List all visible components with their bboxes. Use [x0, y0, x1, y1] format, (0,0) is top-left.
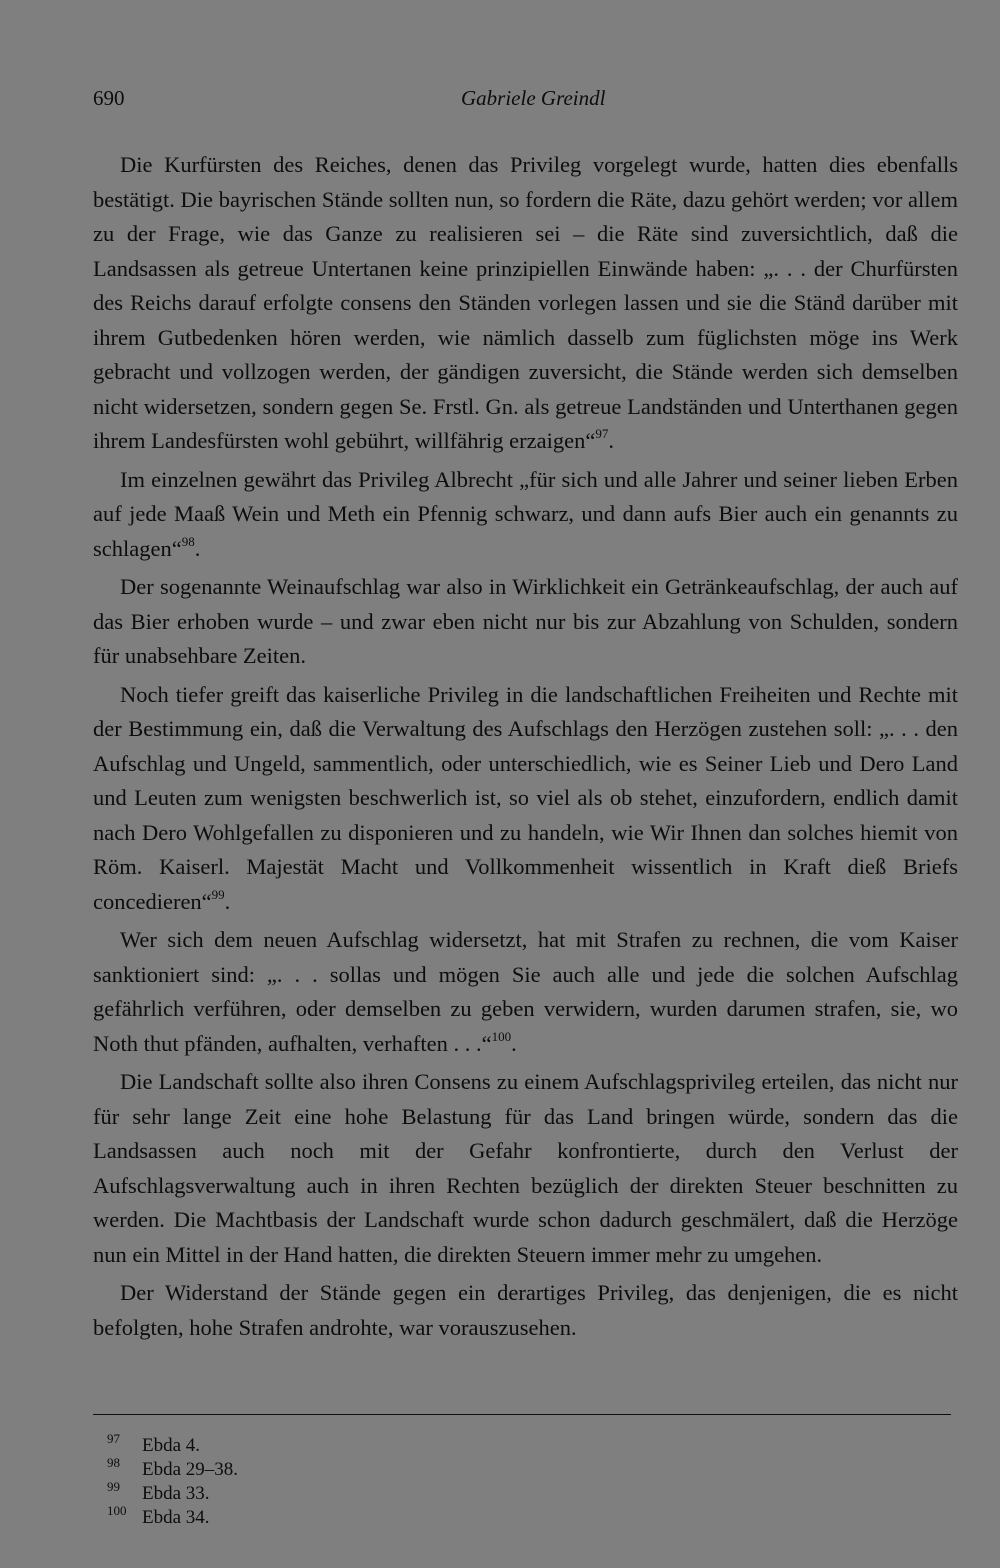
paragraph-text: Im einzelnen gewährt das Privileg Albrecht „für sich und alle Jahrer und seiner lieben Erben auf jede Maaß Wein und Meth ein Pfennig schwarz, und dann aufs Bier auch ein genannts zu schlagen“: [93, 466, 958, 561]
paragraph-text: Wer sich dem neuen Aufschlag widersetzt, hat mit Strafen zu rechnen, die vom Kaiser sanktioniert sind: „. . . sollas und mögen Sie auch alle und jede die solchen Aufschlag gefährlich verführen, oder demselben zu geben verwidern, wurden darumen strafen, sie, wo Noth thut pfänden, aufhalten, verhaften . . .“: [93, 927, 958, 1056]
paragraph-text-end: .: [194, 535, 201, 561]
footnote-number: 98: [107, 1455, 120, 1470]
footnote-reference: 100: [491, 1028, 512, 1044]
footnote: [107, 1479, 238, 1506]
paragraph-text: Die Landschaft sollte also ihren Consens zu einem Aufschlagsprivileg erteilen, das nicht nur für sehr lange Zeit eine hohe Belastung für das Land bringen würde, sondern das die Landsassen auch noch mit der Gefahr konfrontierte, durch den Verlust der Aufschlagsverwaltung auch in ihren Rechten bezüglich der direkten Steuer beschnitten zu werden. Die Machtbasis der Landschaft wurde schon dadurch geschmälert, daß die Herzöge nun ein Mittel in der Hand hatten, die direkten Steuern immer mehr zu umgehen.: [93, 1069, 958, 1267]
footnotes: [107, 1431, 239, 1530]
paragraph: [93, 1276, 958, 1349]
paragraph: [93, 1065, 958, 1276]
paragraph: [93, 148, 958, 463]
paragraph-text: Noch tiefer greift das kaiserliche Privileg in die landschaftlichen Freiheiten und Rechte mit der Bestimmung ein, daß die Verwaltung des Aufschlags den Herzögen zustehen soll: „. . . den Aufschlag und Ungeld, sammentlich, oder unterschiedlich, wie es Seiner Lieb und Dero Land und Leuten zum wenigsten beschwerlich ist, so viel als ob stehet, einzufordern, endlich damit nach Dero Wohlgefallen zu disponieren und zu handeln, wie Wir Ihnen dan solches hiemit von Röm. Kaiserl. Majestät Macht und Vollkommenheit wissentlich in Kraft dieß Briefs concedieren“: [93, 681, 958, 914]
footnote-text: Ebda 34.: [142, 1507, 210, 1528]
paragraph: [93, 923, 958, 1065]
footnote: [107, 1455, 239, 1482]
footnote-text: Ebda 4.: [142, 1435, 201, 1456]
body-text: [93, 148, 958, 1349]
paragraph-text-end: .: [224, 888, 231, 914]
footnote-reference: 99: [211, 886, 225, 902]
paragraph: [93, 678, 958, 924]
paragraph: [93, 463, 958, 571]
paragraph: [93, 570, 958, 678]
footnote-separator: [93, 1414, 951, 1415]
footnote-reference: 97: [595, 426, 609, 441]
paragraph-text: Der sogenannte Weinaufschlag war also in Wirklichkeit ein Getränkeaufschlag, der auch auf das Bier erhoben wurde – und zwar eben nicht nur bis zur Abzahlung von Schulden, sondern für unabsehbare Zeiten.: [93, 574, 958, 668]
footnote-reference: 98: [181, 533, 195, 549]
paragraph-text: Die Kurfürsten des Reiches, denen das Privileg vorgelegt wurde, hatten dies ebenfalls bestätigt. Die bayrischen Stände sollten nun, so fordern die Räte, dazu gehört werden; vor allem zu der Frage, wie das Ganze zu realisieren sei – die Räte sind zuversichtlich, daß die Landsassen als getreue Untertanen keine prinzipiellen Einwände haben: „. . . der Churfürsten des Reichs darauf erfolgte consens den Ständen vorlegen lassen und sie die Stänḋ darüber mit ihrem Gutbedenken hören werden, wie nämlich dasselb zum füglichsten möge ins Werk gebracht und vollzogen werden, der gändigen zuversicht, die Stände werden sich demselben nicht widersetzen, sondern gegen Se. Frstl. Gn. als getreue Landständen und Unterthanen gegen ihrem Landesfürsten wohl gebührt, willfährig erzaigen“: [93, 152, 958, 453]
footnote: [107, 1503, 238, 1530]
footnote-number: 100: [107, 1503, 127, 1518]
paragraph-text-end: .: [608, 428, 614, 453]
footnote: [107, 1431, 238, 1458]
footnote-number: 97: [107, 1431, 120, 1446]
footnote-text: Ebda 29–38.: [142, 1459, 239, 1480]
footnote-number: 99: [107, 1479, 120, 1494]
paragraph-text: Der Widerstand der Stände gegen ein derartiges Privileg, das denjenigen, die es nicht befolgten, hohe Strafen androhte, war vorauszusehen.: [93, 1280, 958, 1340]
paragraph-text-end: .: [511, 1030, 517, 1056]
page-number: 690: [93, 86, 125, 110]
footnote-text: Ebda 33.: [142, 1483, 210, 1504]
running-head: Gabriele Greindl: [461, 86, 606, 110]
page-header: [93, 86, 951, 118]
